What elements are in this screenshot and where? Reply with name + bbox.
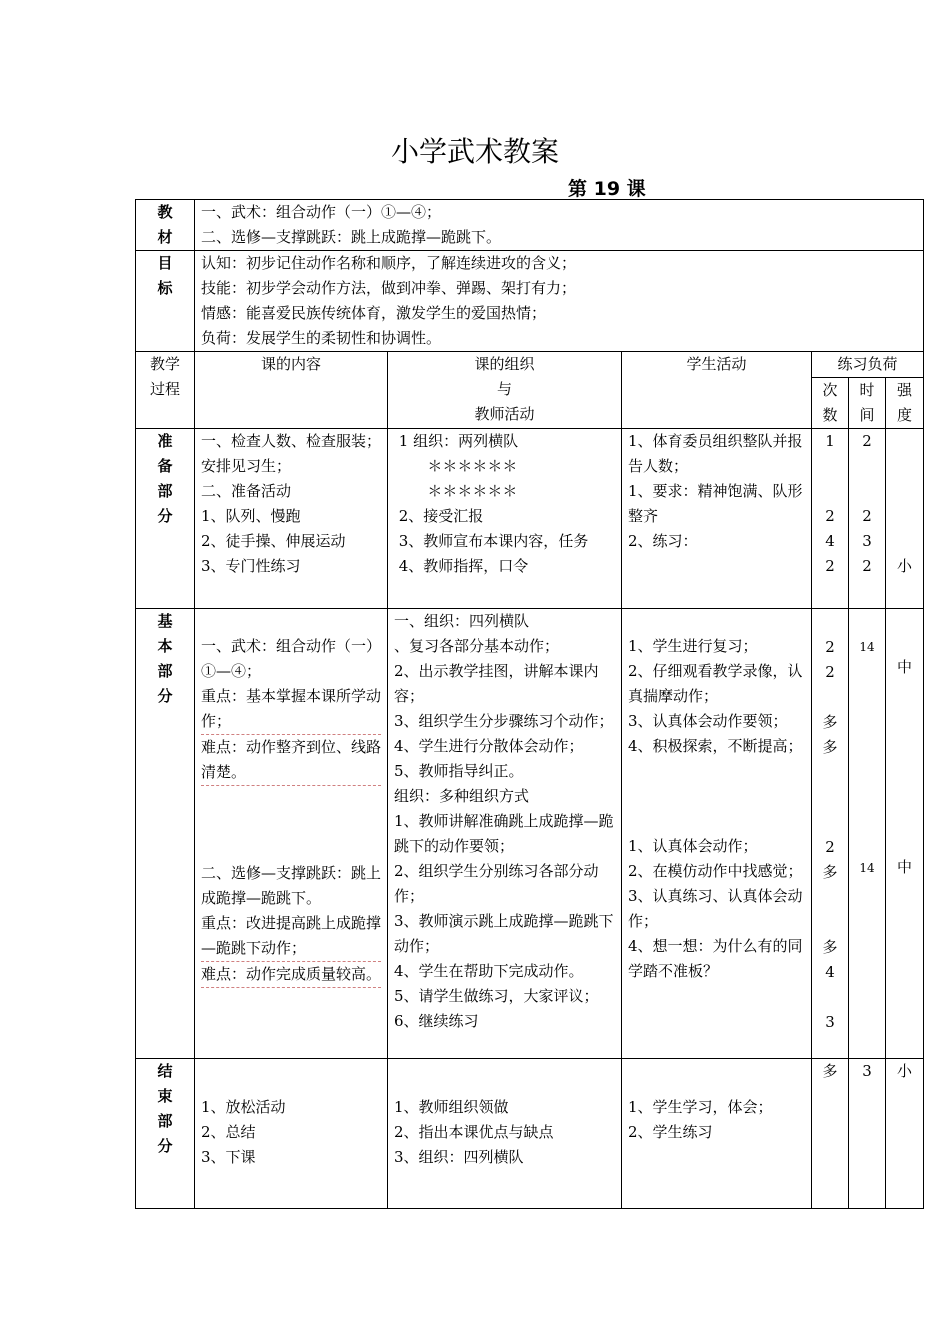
end-content: 1、放松活动 2、总结 3、下课 — [195, 1059, 388, 1209]
prep-content: 一、检查人数、检查服装；安排见习生； 二、准备活动 1、队列、慢跑 2、徒手操、伸展运动 3、专门性练习 — [195, 429, 388, 609]
org-header: 课的组织 与 教师活动 — [388, 352, 622, 429]
prep-label: 准 备 部 分 — [136, 429, 195, 609]
basic-organization: 一、组织：四列横队 、复习各部分基本动作； 2、出示教学挂图，讲解本课内容； 3、组织学生分步骤练习个动作； 4、学生进行分散体会动作； 5、教师指导纠正。 组织：多种组织方式 1、教师讲解准确跳上成跪撑—跪跳下的动作要领； 2、组织学生分别练习各部分动作； 3、教师演示跳上成跪撑—跪跳下动作； 4、学生在帮助下完成动作。 5、请学生做练习，大家评议； 6、继续练习 — [388, 609, 622, 1059]
end-intensity: 小 — [886, 1059, 924, 1209]
lesson-number: 第 19 课 — [568, 178, 646, 200]
end-label: 结 束 部 分 — [136, 1059, 195, 1209]
content-header: 课的内容 — [195, 352, 388, 429]
basic-content: 一、武术：组合动作（一）①—④； 重点：基本掌握本课所学动作； 难点：动作整齐到位、线路清楚。 二、选修—支撑跳跃：跳上成跪撑—跪跳下。 重点：改进提高跳上成跪撑—跪跳下动作； 难点：动作完成质量较高。 — [195, 609, 388, 1059]
basic-row — [136, 609, 924, 1059]
prep-row — [136, 429, 924, 609]
student-header: 学生活动 — [622, 352, 812, 429]
prep-intensity: 小 — [886, 429, 924, 609]
end-row — [136, 1059, 924, 1209]
basic-intensity: 中 中 — [886, 609, 924, 1059]
prep-count: 1 2 4 2 — [812, 429, 849, 609]
basic-student-activity: 1、学生进行复习； 2、仔细观看教学录像，认真揣摩动作； 3、认真体会动作要领； 4、积极探索，不断提高； 1、认真体会动作； 2、在模仿动作中找感觉； 3、认真练习、认真体会动作； 4、想一想：为什么有的同学踏不准板？ — [622, 609, 812, 1059]
end-organization: 1、教师组织领做 2、指出本课优点与缺点 3、组织：四列横队 — [388, 1059, 622, 1209]
material-row — [136, 200, 924, 251]
material-label: 教 材 — [136, 200, 195, 251]
material-content: 一、武术：组合动作（一）①—④； 二、选修—支撑跳跃：跳上成跪撑—跪跳下。 — [195, 200, 924, 251]
lesson-plan-table — [135, 199, 924, 1209]
basic-label: 基 本 部 分 — [136, 609, 195, 1059]
basic-count: 2 2 多 多 2 多 多 4 3 — [812, 609, 849, 1059]
prep-organization: 1 组织：两列横队 ＊＊＊＊＊＊ ＊＊＊＊＊＊ 2、接受汇报 3、教师宣布本课内容，任务 4、教师指挥，口令 — [388, 429, 622, 609]
end-count: 多 — [812, 1059, 849, 1209]
goals-content: 认知：初步记住动作名称和顺序，了解连续进攻的含义； 技能：初步学会动作方法，做到冲拳、弹踢、架打有力； 情感：能喜爱民族传统体育，激发学生的爱国热情； 负荷：发展学生的柔韧性和协调性。 — [195, 251, 924, 352]
end-time: 3 — [849, 1059, 886, 1209]
prep-time: 2 2 3 2 — [849, 429, 886, 609]
time-header: 时 间 — [849, 378, 886, 429]
basic-time: 14 14 — [849, 609, 886, 1059]
process-header: 教学 过程 — [136, 352, 195, 429]
goals-row — [136, 251, 924, 352]
count-header: 次 数 — [812, 378, 849, 429]
load-header: 练习负荷 — [812, 352, 924, 378]
document-title: 小学武术教案 — [390, 135, 559, 168]
intensity-header: 强 度 — [886, 378, 924, 429]
goals-label: 目 标 — [136, 251, 195, 352]
prep-student-activity: 1、体育委员组织整队并报告人数； 1、要求：精神饱满、队形整齐 2、练习： — [622, 429, 812, 609]
header-row — [136, 352, 924, 378]
end-student-activity: 1、学生学习，体会； 2、学生练习 — [622, 1059, 812, 1209]
